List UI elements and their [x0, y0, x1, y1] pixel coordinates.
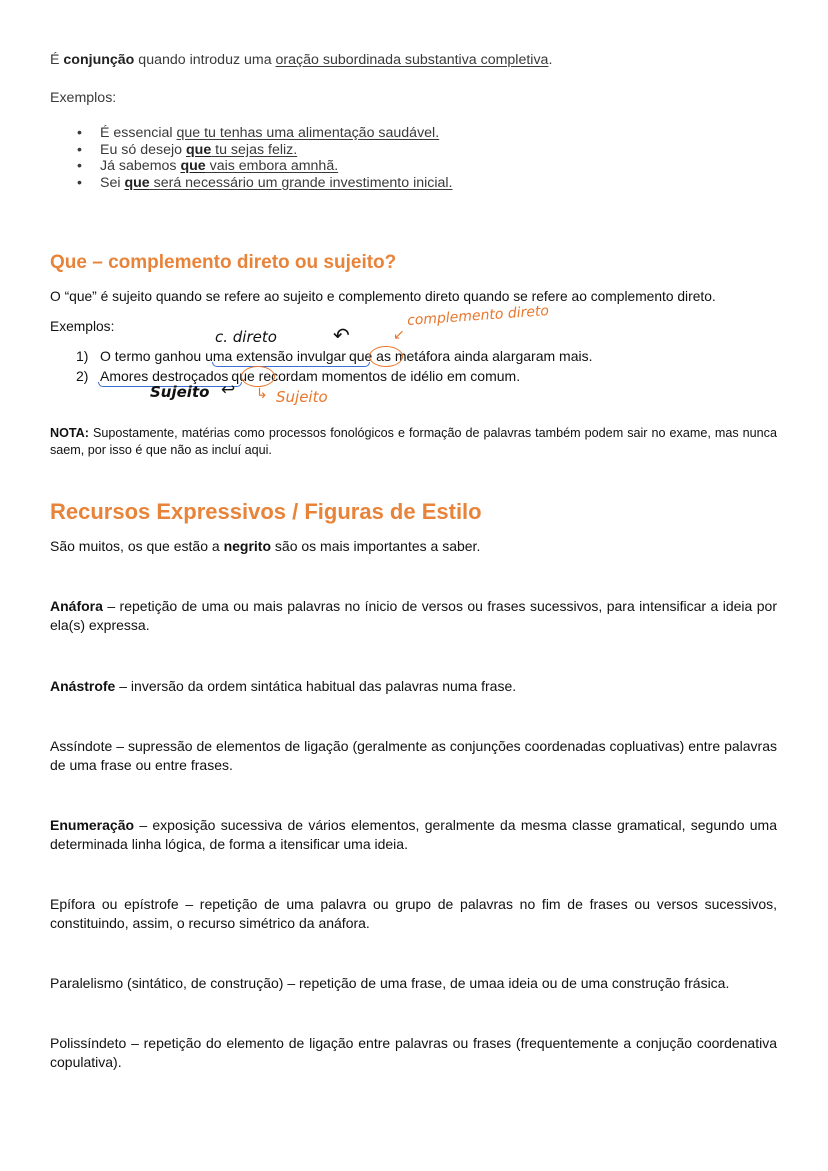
que-description: O “que” é sujeito quando se refere ao sujeito e complemento direto quando se refere ao complemento direto. — [50, 289, 716, 304]
figure-enumeracao — [50, 816, 777, 854]
figure-definition: – repetição de uma palavra ou grupo de palavras no fim de frases ou versos sucessivos, constituindo, assim, o recurso simétrico da anáfora. — [50, 896, 777, 931]
annotation-complemento-direto: complemento direto — [406, 303, 550, 329]
figure-epifora — [50, 895, 777, 933]
text: São muitos, os que estão a — [50, 538, 224, 554]
text: que tu tenhas uma alimentação saudável. — [176, 125, 440, 141]
examples-label: Exemplos: — [50, 319, 115, 334]
figure-term: Polissíndeto — [50, 1035, 127, 1051]
list-item — [50, 125, 750, 142]
circled-que: que — [231, 368, 255, 384]
underlined-term: oração subordinada substantiva completiva — [275, 52, 549, 68]
underlined-phrase: Amores destroçados — [100, 368, 229, 384]
figure-polissindeto — [50, 1034, 777, 1072]
figure-term: Enumeração — [50, 817, 135, 833]
figure-anastrofe — [50, 677, 777, 696]
bold-term: conjunção — [63, 52, 135, 68]
text: as metáfora ainda alargaram mais. — [372, 348, 593, 364]
conjuncao-intro — [50, 51, 552, 70]
figure-definition: – exposição sucessiva de vários elementos, geralmente da mesma classe gramatical, segundo uma determinada linha lógica, de forma a itensificar uma ideia. — [50, 817, 777, 852]
conjuncao-examples-list — [50, 125, 750, 191]
list-item — [50, 142, 750, 159]
bold-que: que — [124, 174, 150, 191]
annotation-sujeito-black: Sujeito — [150, 383, 210, 401]
figure-assindote — [50, 737, 777, 775]
figure-paralelismo — [50, 974, 777, 993]
text: quando introduz uma — [134, 52, 276, 68]
nota-paragraph — [50, 425, 777, 459]
figure-term: Anáfora — [50, 598, 103, 614]
orange-circle-mark — [369, 346, 403, 367]
list-number: 2) — [76, 368, 89, 384]
figure-term: Paralelismo (sintático, de construção) — [50, 975, 284, 991]
annotation-c-direto: c. direto — [215, 328, 277, 346]
figure-term: Epífora ou epístrofe — [50, 896, 179, 912]
figure-definition: – repetição de uma ou mais palavras no ínicio de versos ou frases sucessivos, para intensificar a ideia por ela(s) expressa. — [50, 598, 777, 633]
heading-que: Que – complemento direto ou sujeito? — [50, 252, 397, 273]
list-number: 1) — [76, 348, 89, 364]
figure-definition: – repetição do elemento de ligação entre palavras ou frases (frequentemente a conjução coordenativa copulativa). — [50, 1035, 777, 1070]
nota-text: Supostamente, matérias como processos fonológicos e formação de palavras também podem sair no exame, mas nunca saem, por isso é que não as incluí aqui. — [50, 426, 777, 457]
figure-term: Assíndote — [50, 738, 113, 754]
hook-arrow-icon: ↳ — [256, 385, 268, 401]
figure-definition: – inversão da ordem sintática habitual das palavras numa frase. — [115, 678, 517, 694]
orange-circle-mark — [241, 366, 275, 387]
text: Sei — [100, 174, 125, 191]
back-arrow-icon: ↩ — [221, 380, 236, 399]
circled-que: que — [348, 348, 373, 364]
text: tu sejas feliz. — [211, 141, 298, 158]
text: É — [50, 52, 64, 68]
heading-recursos: Recursos Expressivos / Figuras de Estilo — [50, 499, 482, 524]
small-arrow-icon: ↙ — [393, 326, 405, 342]
text: Eu só desejo — [100, 141, 186, 158]
text: O termo ganhou — [100, 348, 206, 364]
figure-term: Anástrofe — [50, 678, 116, 694]
text: Já sabemos — [100, 158, 181, 174]
text: recordam momentos de idélio em comum. — [254, 368, 521, 384]
nota-label: NOTA: — [50, 426, 89, 440]
text: É essencial — [100, 125, 177, 141]
figure-definition: – supressão de elementos de ligação (geralmente as conjunções coordenadas copluativas) entre palavras de uma frase ou entre frases. — [50, 738, 777, 773]
text: . — [548, 52, 553, 68]
recursos-intro — [50, 537, 480, 556]
bold-term: negrito — [223, 538, 272, 554]
text: são os mais importantes a saber. — [271, 538, 481, 554]
underlined-phrase: uma extensão invulgar — [205, 348, 346, 364]
bold-que: que — [185, 141, 212, 158]
examples-label: Exemplos: — [50, 90, 117, 106]
list-item — [50, 175, 750, 192]
curved-arrow-icon: ↶ — [333, 325, 350, 347]
text: será necessário um grande investimento inicial. — [149, 174, 453, 191]
list-item — [50, 158, 750, 175]
figure-anafora — [50, 597, 777, 635]
figure-definition: – repetição de uma frase, de umaa ideia ou de uma construção frásica. — [283, 975, 730, 991]
bold-que: que — [180, 158, 206, 174]
text: vais embora amnhã. — [205, 158, 339, 174]
annotation-sujeito-orange: Sujeito — [276, 388, 328, 406]
